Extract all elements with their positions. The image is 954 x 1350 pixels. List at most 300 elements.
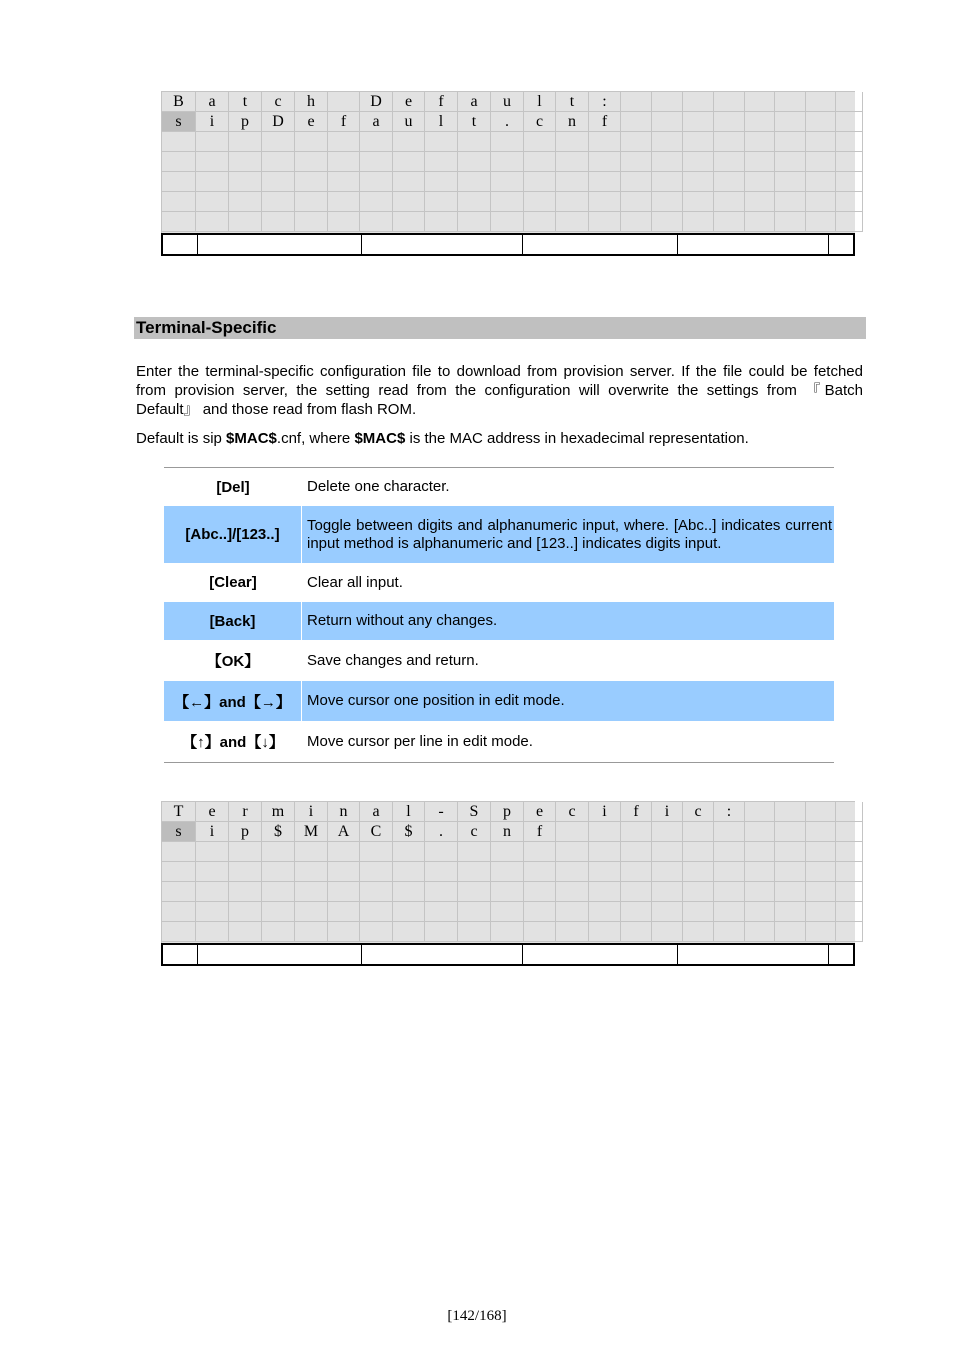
lcd-cell bbox=[196, 862, 229, 882]
lcd-cell bbox=[745, 172, 775, 192]
lcd-cell bbox=[836, 172, 863, 192]
lcd-cell bbox=[714, 822, 745, 842]
lcd-cell bbox=[836, 902, 863, 922]
lcd-cell bbox=[458, 922, 491, 942]
lcd-cell bbox=[162, 192, 196, 212]
lcd-cell: l bbox=[524, 92, 556, 112]
lcd-cell: D bbox=[360, 92, 393, 112]
key-row-back bbox=[164, 602, 834, 640]
lcd-cell bbox=[524, 172, 556, 192]
lcd-cell bbox=[714, 152, 745, 172]
key-description: Delete one character. bbox=[307, 478, 450, 495]
key-row-abc-123 bbox=[164, 506, 834, 563]
lcd-row bbox=[162, 172, 855, 192]
lcd-cell bbox=[775, 882, 806, 902]
lcd-cell bbox=[806, 842, 836, 862]
lcd-cell bbox=[836, 882, 863, 902]
lcd-cell bbox=[328, 842, 360, 862]
key-description: Save changes and return. bbox=[307, 651, 479, 669]
lcd-cell bbox=[262, 212, 295, 232]
lcd-cell bbox=[393, 172, 425, 192]
lcd-cell: - bbox=[425, 802, 458, 822]
lcd-cell bbox=[556, 902, 589, 922]
lcd-cell bbox=[621, 212, 652, 232]
lcd-cell: . bbox=[425, 822, 458, 842]
lcd-cell bbox=[683, 822, 714, 842]
lcd-cell bbox=[714, 92, 745, 112]
lcd-cell: i bbox=[652, 802, 683, 822]
lcd-cell: $ bbox=[393, 822, 425, 842]
lcd-cell bbox=[621, 92, 652, 112]
lcd-cell bbox=[775, 172, 806, 192]
lcd-cell bbox=[556, 132, 589, 152]
lcd-cell bbox=[745, 802, 775, 822]
lcd-cell bbox=[836, 212, 863, 232]
lcd-cell bbox=[458, 132, 491, 152]
key-name: 【OK】 bbox=[206, 653, 260, 670]
lcd-cell bbox=[556, 842, 589, 862]
lcd-cell bbox=[775, 212, 806, 232]
lcd-cell: c bbox=[262, 92, 295, 112]
lcd-cell bbox=[683, 152, 714, 172]
lcd-cell bbox=[652, 842, 683, 862]
lcd-cell: n bbox=[491, 822, 524, 842]
lcd-cell bbox=[652, 192, 683, 212]
lcd-cell bbox=[621, 822, 652, 842]
lcd-cell bbox=[775, 922, 806, 942]
lcd-cell bbox=[262, 152, 295, 172]
lcd-cell bbox=[229, 922, 262, 942]
lcd-cell bbox=[295, 192, 328, 212]
default-text-2: .cnf, where bbox=[276, 430, 355, 447]
key-description: Clear all input. bbox=[307, 573, 403, 591]
lcd-cell bbox=[196, 132, 229, 152]
lcd-cell bbox=[295, 132, 328, 152]
lcd-cell bbox=[556, 172, 589, 192]
lcd-cell: f bbox=[425, 92, 458, 112]
lcd-cell bbox=[621, 882, 652, 902]
lcd-cell bbox=[262, 922, 295, 942]
lcd-cell bbox=[714, 192, 745, 212]
lcd-cell bbox=[652, 212, 683, 232]
lcd-cell bbox=[425, 882, 458, 902]
key-name: [Abc..]/[123..] bbox=[164, 506, 302, 563]
key-name: [Del] bbox=[216, 478, 250, 496]
lcd-cell bbox=[393, 882, 425, 902]
lcd-cell bbox=[491, 132, 524, 152]
lcd-cell bbox=[262, 172, 295, 192]
lcd-cell bbox=[621, 922, 652, 942]
lcd-cell bbox=[745, 922, 775, 942]
lcd-cell bbox=[836, 112, 863, 132]
lcd-cell bbox=[714, 882, 745, 902]
lcd-cell bbox=[775, 902, 806, 922]
softkey-bar bbox=[161, 233, 855, 256]
lcd-cell bbox=[229, 902, 262, 922]
softkey-slot bbox=[829, 235, 853, 254]
lcd-cell bbox=[162, 172, 196, 192]
lcd-cell bbox=[425, 192, 458, 212]
lcd-cell bbox=[556, 882, 589, 902]
key-row-clear bbox=[164, 563, 834, 602]
lcd-cell bbox=[589, 192, 621, 212]
lcd-cell bbox=[295, 212, 328, 232]
lcd-cell bbox=[836, 822, 863, 842]
lcd-cell bbox=[745, 842, 775, 862]
lcd-cell bbox=[196, 842, 229, 862]
lcd-cell: s bbox=[162, 112, 196, 132]
lcd-cell bbox=[556, 152, 589, 172]
lcd-cell: A bbox=[328, 822, 360, 842]
lcd-cell bbox=[652, 862, 683, 882]
lcd-cell bbox=[714, 112, 745, 132]
lcd-cell bbox=[393, 842, 425, 862]
lcd-cell bbox=[714, 902, 745, 922]
lcd-cell bbox=[524, 922, 556, 942]
lcd-cell bbox=[836, 152, 863, 172]
lcd-cell: n bbox=[328, 802, 360, 822]
lcd-cell: i bbox=[589, 802, 621, 822]
lcd-cell bbox=[491, 192, 524, 212]
key-description: Toggle between digits and alphanumeric input, where. [Abc..] indicates current input method is alphanumeric and [123..] indicates digits input. bbox=[307, 516, 832, 552]
lcd-cell bbox=[745, 862, 775, 882]
lcd-cell bbox=[524, 152, 556, 172]
lcd-cell bbox=[745, 882, 775, 902]
lcd-cell bbox=[556, 862, 589, 882]
lcd-cell bbox=[806, 212, 836, 232]
lcd-cell bbox=[162, 212, 196, 232]
lcd-cell bbox=[425, 922, 458, 942]
lcd-cell: e bbox=[196, 802, 229, 822]
key-row-ok bbox=[164, 640, 834, 681]
lcd-cell bbox=[262, 842, 295, 862]
lcd-cell bbox=[589, 132, 621, 152]
lcd-cell bbox=[229, 882, 262, 902]
lcd-cell bbox=[196, 922, 229, 942]
lcd-cell bbox=[262, 862, 295, 882]
lcd-cell bbox=[162, 152, 196, 172]
lcd-cell bbox=[229, 172, 262, 192]
lcd-cell bbox=[328, 132, 360, 152]
lcd-cell bbox=[491, 922, 524, 942]
lcd-cell bbox=[621, 112, 652, 132]
lcd-row bbox=[162, 922, 855, 942]
lcd-cell: e bbox=[393, 92, 425, 112]
lcd-cell bbox=[836, 802, 863, 822]
lcd-cell bbox=[162, 882, 196, 902]
lcd-cell bbox=[393, 212, 425, 232]
lcd-cell bbox=[683, 192, 714, 212]
lcd-cell bbox=[745, 112, 775, 132]
lcd-cell bbox=[589, 212, 621, 232]
lcd-cell bbox=[806, 922, 836, 942]
default-text-1: Default is sip bbox=[136, 430, 227, 447]
lcd-cell bbox=[196, 882, 229, 902]
lcd-cell bbox=[806, 882, 836, 902]
lcd-cell bbox=[229, 842, 262, 862]
lcd-cell bbox=[328, 882, 360, 902]
lcd-cell bbox=[360, 132, 393, 152]
lcd-cell bbox=[196, 172, 229, 192]
lcd-cell bbox=[196, 152, 229, 172]
lcd-cell bbox=[458, 172, 491, 192]
lcd-cell: s bbox=[162, 822, 196, 842]
lcd-cell bbox=[775, 152, 806, 172]
lcd-cell bbox=[775, 92, 806, 112]
default-text-3: is the MAC address in hexadecimal representation. bbox=[405, 430, 749, 447]
lcd-cell bbox=[328, 212, 360, 232]
lcd-cell bbox=[775, 802, 806, 822]
lcd-cell bbox=[621, 172, 652, 192]
lcd-row bbox=[162, 192, 855, 212]
lcd-cell bbox=[295, 882, 328, 902]
lcd-cell bbox=[589, 822, 621, 842]
lcd-cell bbox=[360, 842, 393, 862]
lcd-cell bbox=[745, 822, 775, 842]
lcd-cell bbox=[683, 112, 714, 132]
lcd-cell bbox=[162, 922, 196, 942]
lcd-cell bbox=[393, 192, 425, 212]
lcd-cell bbox=[295, 172, 328, 192]
key-name: 【←】and【→】 bbox=[164, 681, 302, 721]
softkey-slot bbox=[163, 945, 198, 964]
lcd-cell bbox=[589, 862, 621, 882]
lcd-cell bbox=[295, 842, 328, 862]
lcd-cell bbox=[745, 152, 775, 172]
lcd-cell bbox=[162, 902, 196, 922]
lcd-cell bbox=[775, 192, 806, 212]
lcd-cell bbox=[524, 842, 556, 862]
lcd-cell bbox=[262, 902, 295, 922]
lcd-row bbox=[162, 92, 855, 112]
lcd-cell bbox=[393, 902, 425, 922]
lcd-cell bbox=[745, 212, 775, 232]
lcd-cell: f bbox=[589, 112, 621, 132]
lcd-cell bbox=[425, 152, 458, 172]
lcd-row bbox=[162, 112, 855, 132]
softkey-slot bbox=[523, 945, 678, 964]
lcd-cell bbox=[652, 112, 683, 132]
lcd-cell: p bbox=[491, 802, 524, 822]
lcd-cell: a bbox=[196, 92, 229, 112]
lcd-cell: f bbox=[328, 112, 360, 132]
lcd-cell bbox=[775, 862, 806, 882]
key-row-del bbox=[164, 468, 834, 506]
lcd-cell bbox=[360, 192, 393, 212]
lcd-cell bbox=[524, 902, 556, 922]
lcd-cell: t bbox=[229, 92, 262, 112]
lcd-cell: i bbox=[295, 802, 328, 822]
lcd-cell bbox=[295, 862, 328, 882]
lcd-cell bbox=[652, 152, 683, 172]
lcd-cell bbox=[806, 112, 836, 132]
lcd-cell bbox=[425, 212, 458, 232]
lcd-cell: B bbox=[162, 92, 196, 112]
lcd-cell bbox=[836, 862, 863, 882]
lcd-cell bbox=[683, 842, 714, 862]
lcd-cell bbox=[556, 922, 589, 942]
lcd-cell: t bbox=[458, 112, 491, 132]
lcd-cell bbox=[491, 902, 524, 922]
lcd-cell bbox=[589, 882, 621, 902]
lcd-cell bbox=[806, 132, 836, 152]
lcd-cell bbox=[683, 902, 714, 922]
lcd-cell bbox=[328, 902, 360, 922]
lcd-cell bbox=[652, 822, 683, 842]
lcd-cell: : bbox=[714, 802, 745, 822]
lcd-cell bbox=[360, 172, 393, 192]
lcd-row bbox=[162, 862, 855, 882]
lcd-cell bbox=[621, 132, 652, 152]
lcd-cell bbox=[425, 862, 458, 882]
description-paragraph: Enter the terminal-specific configuration file to download from provision server. If the file could be fetched from provision server, the setting read from the configuration will overwrite the settings from 『Batch Default』 and those read from flash ROM. bbox=[136, 363, 863, 418]
lcd-cell bbox=[589, 152, 621, 172]
lcd-cell: S bbox=[458, 802, 491, 822]
lcd-cell bbox=[262, 882, 295, 902]
lcd-cell bbox=[360, 922, 393, 942]
lcd-cell: p bbox=[229, 112, 262, 132]
lcd-cell bbox=[775, 842, 806, 862]
lcd-cell bbox=[328, 192, 360, 212]
lcd-cell bbox=[589, 172, 621, 192]
lcd-cell bbox=[836, 922, 863, 942]
lcd-cell bbox=[775, 132, 806, 152]
lcd-cell bbox=[393, 922, 425, 942]
lcd-cell: e bbox=[524, 802, 556, 822]
lcd-cell bbox=[745, 92, 775, 112]
lcd-cell bbox=[806, 822, 836, 842]
lcd-cell bbox=[295, 152, 328, 172]
mac-placeholder: $MAC$ bbox=[354, 430, 406, 447]
softkey-slot bbox=[198, 235, 362, 254]
lcd-cell bbox=[683, 172, 714, 192]
lcd-cell bbox=[589, 922, 621, 942]
softkey-slot bbox=[362, 945, 523, 964]
lcd-cell: e bbox=[295, 112, 328, 132]
lcd-cell bbox=[836, 842, 863, 862]
lcd-cell bbox=[393, 152, 425, 172]
lcd-cell bbox=[683, 862, 714, 882]
section-title: Terminal-Specific bbox=[136, 318, 277, 337]
lcd-cell bbox=[745, 132, 775, 152]
lcd-cell bbox=[458, 152, 491, 172]
lcd-cell bbox=[425, 132, 458, 152]
lcd-cell: u bbox=[393, 112, 425, 132]
lcd-cell bbox=[425, 172, 458, 192]
lcd-row bbox=[162, 822, 855, 842]
key-description: Return without any changes. bbox=[307, 612, 498, 629]
lcd-cell bbox=[621, 192, 652, 212]
lcd-cell bbox=[683, 882, 714, 902]
lcd-cell bbox=[458, 212, 491, 232]
lcd-cell bbox=[652, 902, 683, 922]
lcd-cell: $ bbox=[262, 822, 295, 842]
lcd-cell bbox=[556, 212, 589, 232]
lcd-cell bbox=[162, 132, 196, 152]
lcd-cell bbox=[229, 132, 262, 152]
lcd-screen-terminal-specific bbox=[161, 801, 855, 966]
lcd-cell bbox=[589, 902, 621, 922]
lcd-cell bbox=[328, 152, 360, 172]
lcd-cell bbox=[524, 212, 556, 232]
lcd-cell bbox=[714, 172, 745, 192]
lcd-cell bbox=[196, 902, 229, 922]
lcd-cell bbox=[621, 842, 652, 862]
lcd-cell bbox=[458, 902, 491, 922]
lcd-cell bbox=[714, 212, 745, 232]
lcd-row bbox=[162, 882, 855, 902]
lcd-cell: : bbox=[589, 92, 621, 112]
softkey-slot bbox=[829, 945, 853, 964]
lcd-cell bbox=[360, 212, 393, 232]
lcd-row bbox=[162, 802, 855, 822]
lcd-cell bbox=[196, 192, 229, 212]
lcd-grid bbox=[161, 801, 855, 943]
lcd-cell bbox=[836, 92, 863, 112]
lcd-cell bbox=[683, 212, 714, 232]
default-paragraph bbox=[136, 429, 863, 448]
lcd-cell: u bbox=[491, 92, 524, 112]
lcd-cell bbox=[806, 802, 836, 822]
lcd-cell bbox=[360, 902, 393, 922]
lcd-row bbox=[162, 212, 855, 232]
lcd-cell bbox=[524, 862, 556, 882]
lcd-cell bbox=[229, 192, 262, 212]
lcd-cell bbox=[491, 152, 524, 172]
lcd-cell: l bbox=[425, 112, 458, 132]
lcd-cell bbox=[491, 172, 524, 192]
key-description: Move cursor per line in edit mode. bbox=[307, 732, 533, 750]
lcd-cell: D bbox=[262, 112, 295, 132]
lcd-row bbox=[162, 902, 855, 922]
lcd-cell bbox=[229, 212, 262, 232]
lcd-cell bbox=[714, 842, 745, 862]
lcd-cell: n bbox=[556, 112, 589, 132]
lcd-cell bbox=[652, 882, 683, 902]
lcd-cell: f bbox=[524, 822, 556, 842]
lcd-cell: c bbox=[524, 112, 556, 132]
lcd-cell bbox=[328, 922, 360, 942]
lcd-cell: c bbox=[458, 822, 491, 842]
lcd-cell bbox=[806, 192, 836, 212]
lcd-cell bbox=[589, 842, 621, 862]
lcd-cell: c bbox=[683, 802, 714, 822]
lcd-cell bbox=[806, 902, 836, 922]
lcd-cell: h bbox=[295, 92, 328, 112]
lcd-grid bbox=[161, 91, 855, 233]
lcd-cell: a bbox=[360, 112, 393, 132]
mac-placeholder: $MAC$ bbox=[226, 430, 277, 447]
lcd-cell: p bbox=[229, 822, 262, 842]
lcd-cell: . bbox=[491, 112, 524, 132]
lcd-cell bbox=[714, 862, 745, 882]
lcd-cell bbox=[621, 902, 652, 922]
key-name: [Clear] bbox=[209, 574, 257, 591]
key-description: Move cursor one position in edit mode. bbox=[307, 692, 565, 709]
lcd-cell bbox=[262, 192, 295, 212]
section-header bbox=[134, 317, 866, 339]
lcd-cell bbox=[360, 882, 393, 902]
lcd-cell bbox=[162, 842, 196, 862]
lcd-cell bbox=[458, 842, 491, 862]
lcd-cell bbox=[683, 92, 714, 112]
lcd-cell: a bbox=[360, 802, 393, 822]
lcd-cell bbox=[458, 882, 491, 902]
lcd-cell bbox=[162, 862, 196, 882]
lcd-cell bbox=[393, 862, 425, 882]
lcd-cell bbox=[491, 862, 524, 882]
lcd-cell bbox=[328, 92, 360, 112]
